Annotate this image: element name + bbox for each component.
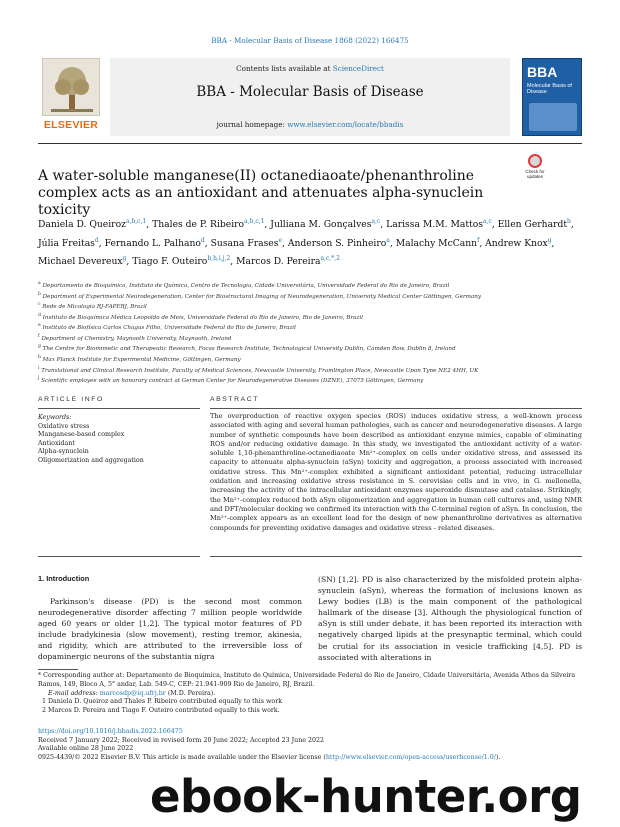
keyword-item: Oligomerization and aggregation bbox=[38, 456, 144, 464]
license-prefix: 0925-4439/© 2022 Elsevier B.V. This article is made available under the Elsevier license ( bbox=[38, 753, 326, 761]
email-label: E-mail address: bbox=[48, 689, 100, 697]
author-affiliation-marks[interactable]: a,c bbox=[371, 218, 381, 225]
affiliation-key: i bbox=[38, 365, 40, 371]
article-title: A water-soluble manganese(II) octanediaoate/phenanthroline complex acts as an antioxidant and attenuates alpha-synuclein toxicity bbox=[38, 168, 484, 218]
author-separator: , bbox=[570, 219, 574, 231]
crossmark-icon bbox=[528, 154, 542, 168]
author-name[interactable]: Malachy McCann bbox=[395, 237, 478, 249]
affiliation-key: g bbox=[38, 344, 41, 350]
affiliation-text: Instituto de Biofísica Carlos Chagas Filho, Universidade Federal do Rio de Janeiro, Brazil bbox=[40, 325, 296, 332]
affiliation-item bbox=[38, 354, 578, 365]
corresponding-author-note: * Corresponding author at: Departamento de Bioquímica, Instituto de Química, Universidade Federal do Rio de Janeiro, Cidade Universitária, Avenida Athos da Silveira Ramos, 149, Bloco A, 5° andar, Lab. 549-C, CEP: 21.941-909 Rio de Janeiro, RJ, Brazil. bbox=[38, 672, 576, 688]
contents-prefix: Contents lists available at bbox=[236, 64, 333, 73]
keyword-item: Manganese-based complex bbox=[38, 431, 125, 439]
author-separator: , bbox=[380, 219, 387, 231]
affiliation-text: Department of Experimental Neurodegeneration, Center for Biostructural Imaging of Neurodegeneration, University Medical Center Göttingen, Germany bbox=[40, 293, 482, 300]
journal-cover bbox=[522, 58, 582, 136]
abstract-heading: ABSTRACT bbox=[210, 396, 260, 403]
homepage-line bbox=[110, 120, 510, 129]
crossmark-badge[interactable] bbox=[520, 154, 550, 182]
affiliation-text: The Centre for Biomimetic and Therapeutic Research, Focas Research Institute, Technological University Dublin, Camden Row, Dublin 8, Ireland bbox=[40, 346, 456, 353]
affiliation-item bbox=[38, 365, 578, 376]
doi-link[interactable]: https://doi.org/10.1016/j.bbadis.2022.166475 bbox=[38, 728, 183, 735]
author-affiliation-marks[interactable]: e bbox=[278, 236, 283, 244]
license-suffix: ). bbox=[495, 753, 501, 761]
license-line bbox=[38, 754, 582, 763]
journal-header bbox=[38, 58, 582, 138]
affiliation-text: Departamento de Bioquímica, Instituto de Química, Centro de Tecnologia, Cidade Universitária, Universidade Federal do Rio de Janeiro, Brazil bbox=[40, 282, 450, 289]
homepage-link[interactable]: www.elsevier.com/locate/bbadis bbox=[287, 120, 404, 129]
license-link[interactable]: http://www.elsevier.com/open-access/userlicense/1.0/ bbox=[325, 753, 496, 761]
footnote-2: 2 Marcos D. Pereira and Tiago F. Outeiro contributed equally to this work. bbox=[42, 707, 280, 715]
author-name[interactable]: Daniela D. Queiroz bbox=[38, 219, 126, 231]
author-affiliation-marks[interactable]: a,b,c,1 bbox=[244, 218, 265, 225]
affiliation-key: a bbox=[38, 281, 41, 286]
author-name[interactable]: Julliana M. Gonçalves bbox=[270, 219, 372, 231]
keywords-label: Keywords: bbox=[38, 414, 72, 421]
article-info-end-divider bbox=[38, 556, 200, 557]
email-line bbox=[38, 690, 582, 699]
affiliation-key: c bbox=[38, 302, 41, 308]
author-name[interactable]: Andrew Knox bbox=[485, 237, 548, 249]
affiliation-item bbox=[38, 322, 578, 333]
introduction-heading: 1. Introduction bbox=[38, 574, 90, 583]
cover-subtitle: Molecular Basis of Disease bbox=[527, 83, 572, 96]
crossmark-label: Check for updates bbox=[525, 169, 545, 179]
author-separator: , bbox=[491, 219, 498, 231]
keyword-item: Alpha-synuclein bbox=[38, 448, 89, 456]
affiliation-text: Instituto de Bioquímica Médica Leopoldo de Meis, Universidade Federal do Rio de Janeiro, Rio de Janeiro, Brazil bbox=[40, 314, 363, 321]
author-name[interactable]: Anderson S. Pinheiro bbox=[287, 237, 387, 249]
author-separator: , bbox=[204, 237, 211, 249]
author-name[interactable]: Larissa M.M. Mattos bbox=[386, 219, 483, 231]
affiliation-item bbox=[38, 312, 578, 323]
affiliation-key: f bbox=[38, 333, 40, 339]
affiliation-item bbox=[38, 291, 578, 302]
affiliation-item bbox=[38, 343, 578, 354]
cover-image bbox=[529, 103, 577, 131]
abstract-end-divider bbox=[210, 556, 582, 557]
abstract-text: The overproduction of reactive oxygen species (ROS) induces oxidative stress, a well-known process associated with aging and several human pathologies, such as cancer and neurodegenerative diseases. A large number of synthetic compounds have been described as antioxidant enzyme mimics, capable of eliminating ROS and/or reducing oxidative damage. In this study, we investigated the antioxidant activity of a water-soluble 1,10-phenanthroline-octanediaoate Mn²⁺-complex on cells under oxidative stress, and assessed its capacity to attenuate alpha-synuclein (aSyn) toxicity and aggregation, a process associated with increased oxidative stress. This Mn²⁺-complex exhibited a significant antioxidant potential, reducing intracellular oxidation and increasing oxidative stress resistance in S. cerevisiae cells and in vivo, in G. mellonella, increasing the activity of the intracellular antioxidant enzymes superoxide dismutase and catalase. Strikingly, the Mn²⁺-complex reduced both aSyn oligomerization and aggregation in human cell cultures and, using NMR and DFT/molecular docking we confirmed its interaction with the C-terminal region of aSyn. In conclusion, the Mn²⁺-complex appears as an excellent lead for the design of new phenanthroline derivatives as alternative compounds for preventing oxidative damages and oxidative stress - related diseases. bbox=[210, 412, 582, 532]
affiliation-item bbox=[38, 333, 578, 344]
affiliation-text: Rede de Micologia RJ-FAPERJ, Brazil bbox=[40, 303, 147, 310]
author-separator: , bbox=[551, 237, 555, 249]
author-affiliation-marks[interactable]: f bbox=[477, 236, 480, 244]
affiliation-key: j bbox=[38, 376, 40, 382]
introduction-column-left: Parkinson's disease (PD) is the second most common neurodegenerative disorder affecting 7 million people worldwide aged 60 years or older [1,2]. The typical motor features of PD include bradykinesia (slow movement), resting tremor, akinesia, and rigidity, which are attributed to the irreversible loss of dopaminergic neurons of the substantia nigra bbox=[38, 597, 302, 662]
keyword-item: Oxidative stress bbox=[38, 422, 90, 430]
contents-line bbox=[110, 64, 510, 73]
elsevier-logo bbox=[38, 58, 104, 136]
author-separator: , bbox=[98, 237, 105, 249]
author-name[interactable]: Tiago F. Outeiro bbox=[132, 256, 208, 268]
affiliation-list bbox=[38, 280, 578, 386]
author-affiliation-marks[interactable]: a,c,*,2 bbox=[320, 255, 340, 263]
author-separator: , bbox=[389, 237, 396, 249]
article-info-heading: ARTICLE INFO bbox=[38, 396, 104, 403]
available-online: Available online 28 June 2022 bbox=[38, 745, 134, 752]
author-affiliation-marks[interactable]: g bbox=[122, 255, 127, 263]
author-separator: , bbox=[126, 256, 133, 268]
author-affiliation-marks[interactable]: b,h,i,j,2 bbox=[207, 255, 231, 263]
journal-citation[interactable]: BBA - Molecular Basis of Disease 1868 (2022) 166475 bbox=[211, 36, 409, 45]
footnote-1: 1 Daniela D. Queiroz and Thales P. Ribeiro contributed equally to this work bbox=[42, 698, 283, 706]
journal-banner bbox=[110, 58, 510, 136]
author-affiliation-marks[interactable]: d bbox=[94, 236, 99, 244]
elsevier-tree-icon bbox=[42, 58, 100, 116]
affiliation-key: h bbox=[38, 354, 41, 360]
footnote-divider bbox=[38, 669, 78, 670]
author-separator: , bbox=[282, 237, 288, 249]
keyword-item: Antioxidant bbox=[38, 439, 75, 447]
affiliation-key: d bbox=[38, 312, 41, 318]
author-affiliation-marks[interactable]: a,c bbox=[482, 218, 492, 225]
affiliation-text: Department of Chemistry, Maynooth University, Maynooth, Ireland bbox=[39, 335, 232, 342]
author-separator: , bbox=[479, 237, 486, 249]
author-name[interactable]: Ellen Gerhardt bbox=[497, 219, 568, 231]
author-affiliation-marks[interactable]: a bbox=[386, 236, 390, 244]
homepage-prefix: journal homepage: bbox=[216, 120, 288, 129]
article-info-divider bbox=[38, 408, 200, 409]
watermark: ebook-hunter.org bbox=[150, 770, 582, 823]
affiliation-text: Translational and Clinical Research Institute, Faculty of Medical Sciences, Newcastle University, Framlington Place, Newcastle Upon Tyne NE2 4HH, UK bbox=[39, 367, 479, 374]
author-separator: , bbox=[230, 256, 237, 268]
author-name[interactable]: Júlia Freitas bbox=[38, 237, 95, 249]
affiliation-item bbox=[38, 280, 578, 291]
header-divider bbox=[38, 143, 582, 144]
abstract-divider bbox=[210, 408, 582, 409]
author-list bbox=[38, 214, 578, 270]
journal-title: BBA - Molecular Basis of Disease bbox=[196, 84, 424, 100]
affiliation-key: b bbox=[38, 291, 41, 297]
email-link[interactable]: marcosdp@iq.ufrj.br bbox=[99, 689, 166, 697]
author-separator: , bbox=[146, 219, 153, 231]
affiliation-item bbox=[38, 301, 578, 312]
affiliation-text: Scientific employee with an honorary contract at German Center for Neurodegenerative Diseases (DZNE), 37075 Göttingen, Germany bbox=[39, 377, 424, 384]
elsevier-wordmark: ELSEVIER bbox=[43, 119, 99, 131]
author-name[interactable]: Marcos D. Pereira bbox=[236, 256, 321, 268]
author-name[interactable]: Fernando L. Palhano bbox=[104, 237, 201, 249]
cover-title: BBA bbox=[527, 64, 558, 80]
keywords-block bbox=[38, 414, 200, 466]
affiliation-text: Max Planck Institute for Experimental Medicine, Göttingen, Germany bbox=[40, 356, 241, 363]
email-suffix: (M.D. Pereira). bbox=[165, 689, 216, 697]
footnotes bbox=[38, 672, 582, 716]
introduction-column-right: (SN) [1,2]. PD is also characterized by the misfolded protein alpha-synuclein (aSyn), whereas the formation of inclusions known as Lewy bodies (LB) is the main component of the pathological hallmark of the disease [3]. Although the physiological function of aSyn is still under debate, it has been reported its interaction with negatively charged lipids at the presynaptic terminal, which could be crutial for its association in vesicle trafficking [4,5]. PD is associated with alterations in bbox=[318, 575, 582, 662]
author-affiliation-marks[interactable]: d bbox=[200, 236, 205, 244]
affiliation-item bbox=[38, 375, 578, 386]
author-affiliation-marks[interactable]: b bbox=[567, 218, 571, 225]
author-affiliation-marks[interactable]: g bbox=[547, 236, 552, 244]
author-name[interactable]: Susana Frases bbox=[210, 237, 279, 249]
author-affiliation-marks[interactable]: a,b,c,1 bbox=[125, 218, 147, 225]
publication-info bbox=[38, 728, 582, 762]
author-name[interactable]: Michael Devereux bbox=[38, 256, 123, 268]
author-separator: , bbox=[264, 219, 271, 231]
sciencedirect-link[interactable]: ScienceDirect bbox=[332, 64, 384, 73]
author-name[interactable]: Thales de P. Ribeiro bbox=[152, 219, 245, 231]
affiliation-key: e bbox=[38, 323, 41, 329]
history-dates: Received 7 January 2022; Received in revised form 20 June 2022; Accepted 23 June 2022 bbox=[38, 736, 325, 744]
